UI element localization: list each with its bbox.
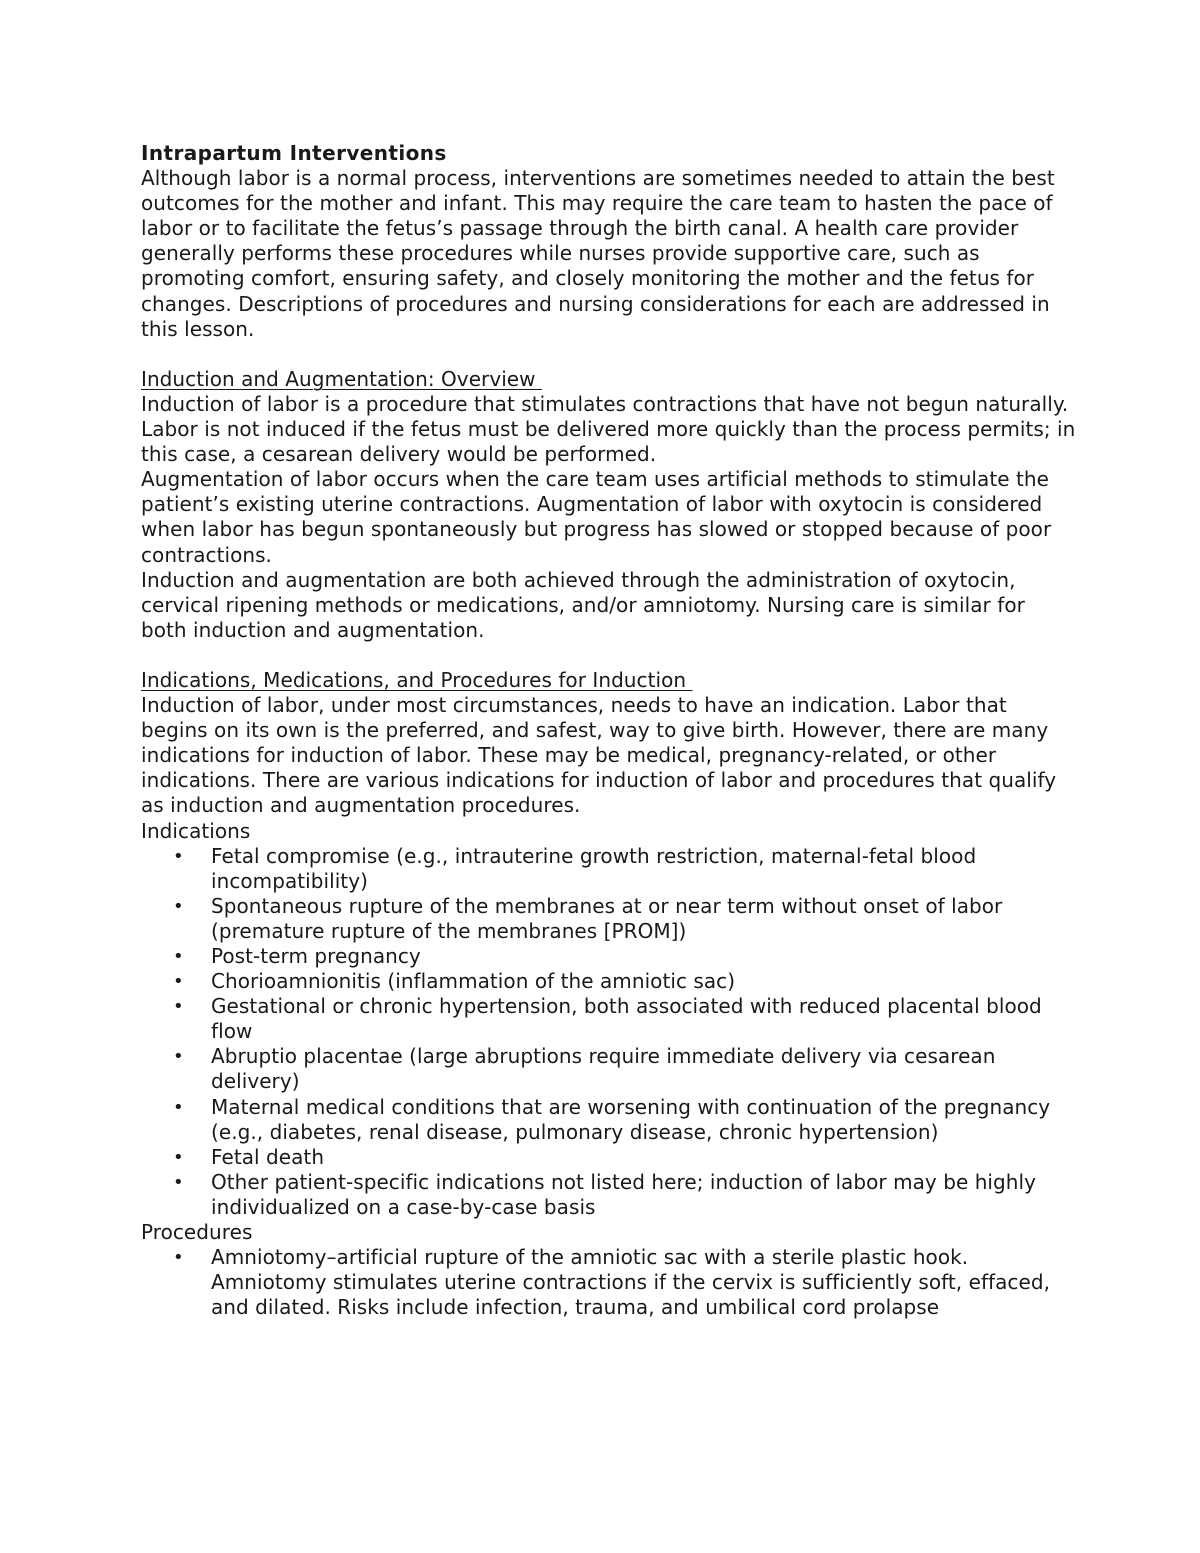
section-heading-text: Indications, Medications, and Procedures for Induction — [141, 667, 693, 692]
paragraph: Induction and augmentation are both achieved through the administration of oxytocin, cervical ripening methods or medications, and/or amniotomy. Nursing care is similar for both induction and augmentation. — [141, 567, 1025, 642]
bullet-icon: • — [173, 1096, 184, 1118]
bullet-icon: • — [173, 996, 184, 1018]
bullet-icon: • — [173, 1171, 184, 1193]
document-page — [141, 141, 1076, 1320]
bullet-icon: • — [173, 946, 184, 967]
list-item-text: Spontaneous rupture of the membranes at or near term without onset of labor (premature rupture of the membranes [PROM]) — [211, 893, 1003, 943]
list-item-text: Chorioamnionitis (inflammation of the amniotic sac) — [211, 969, 736, 994]
list-item — [141, 944, 1076, 969]
list-item-text: Post-term pregnancy — [211, 944, 421, 968]
list-item — [141, 1170, 1076, 1220]
list-item-text: Fetal death — [211, 1144, 325, 1169]
paragraph: Induction of labor is a procedure that stimulates contractions that have not begun naturally. Labor is not induced if the fetus must be delivered more quickly than the process permits; in this case, a cesarean delivery would be performed. — [141, 391, 1076, 467]
list-item — [141, 1044, 1076, 1094]
list-item — [141, 1145, 1076, 1170]
section-heading — [141, 668, 1076, 693]
blank-line — [141, 342, 1076, 367]
list-item-text: Fetal compromise (e.g., intrauterine growth restriction, maternal-fetal blood incompatibility) — [211, 843, 977, 893]
section-heading-text: Induction and Augmentation: Overview — [141, 366, 542, 391]
indications-list — [141, 844, 1076, 1220]
list-item-text: Abruptio placentae (large abruptions require immediate delivery via cesarean delivery) — [211, 1044, 996, 1094]
document-title: Intrapartum Interventions — [141, 141, 447, 165]
paragraph: Augmentation of labor occurs when the care team uses artificial methods to stimulate the patient’s existing uterine contractions. Augmentation of labor with oxytocin is considered when labor has begun spontaneously but progress has slowed or stopped because of poor contractions. — [141, 467, 1052, 567]
bullet-icon: • — [173, 1146, 184, 1168]
paragraph: Induction of labor, under most circumstances, needs to have an indication. Labor that begins on its own is the preferred, and safest, way to give birth. However, there are many indications for induction of labor. These may be medical, pregnancy-related, or other indications. There are various indications for induction of labor and procedures that qualify as induction and augmentation procedures. — [141, 693, 1057, 818]
bullet-icon: • — [173, 971, 184, 993]
bullet-icon: • — [173, 895, 184, 917]
list-item — [141, 894, 1076, 944]
list-item-text: Amniotomy–artificial rupture of the amniotic sac with a sterile plastic hook. Amniotomy stimulates uterine contractions if the cervix is sufficiently soft, effaced, and dilated. Risks include infection, trauma, and umbilical cord prolapse — [211, 1245, 1050, 1320]
indications-label: Indications — [141, 818, 251, 843]
list-item — [141, 1245, 1076, 1320]
bullet-icon: • — [173, 1247, 184, 1269]
list-item-text: Gestational or chronic hypertension, both associated with reduced placental blood flow — [211, 994, 1042, 1044]
list-item — [141, 994, 1076, 1044]
blank-line — [141, 643, 1076, 668]
procedures-label: Procedures — [141, 1220, 253, 1245]
list-item — [141, 844, 1076, 894]
list-item — [141, 1095, 1076, 1145]
list-item-text: Maternal medical conditions that are worsening with continuation of the pregnancy (e.g., diabetes, renal disease, pulmonary disease, chronic hypertension) — [211, 1094, 1051, 1144]
procedures-list — [141, 1245, 1076, 1320]
list-item — [141, 969, 1076, 994]
intro-paragraph: Although labor is a normal process, interventions are sometimes needed to attain the best outcomes for the mother and infant. This may require the care team to hasten the pace of labor or to facilitate the fetus’s passage through the birth canal. A health care provider generally performs these procedures while nurses provide supportive care, such as promoting comfort, ensuring safety, and closely monitoring the mother and the fetus for changes. Descriptions of procedures and nursing considerations for each are addressed in this lesson. — [141, 166, 1055, 341]
list-item-text: Other patient-specific indications not listed here; induction of labor may be highly individualized on a case-by-case basis — [211, 1169, 1036, 1219]
section-heading — [141, 367, 1076, 392]
bullet-icon: • — [173, 1046, 184, 1068]
bullet-icon: • — [173, 845, 184, 867]
